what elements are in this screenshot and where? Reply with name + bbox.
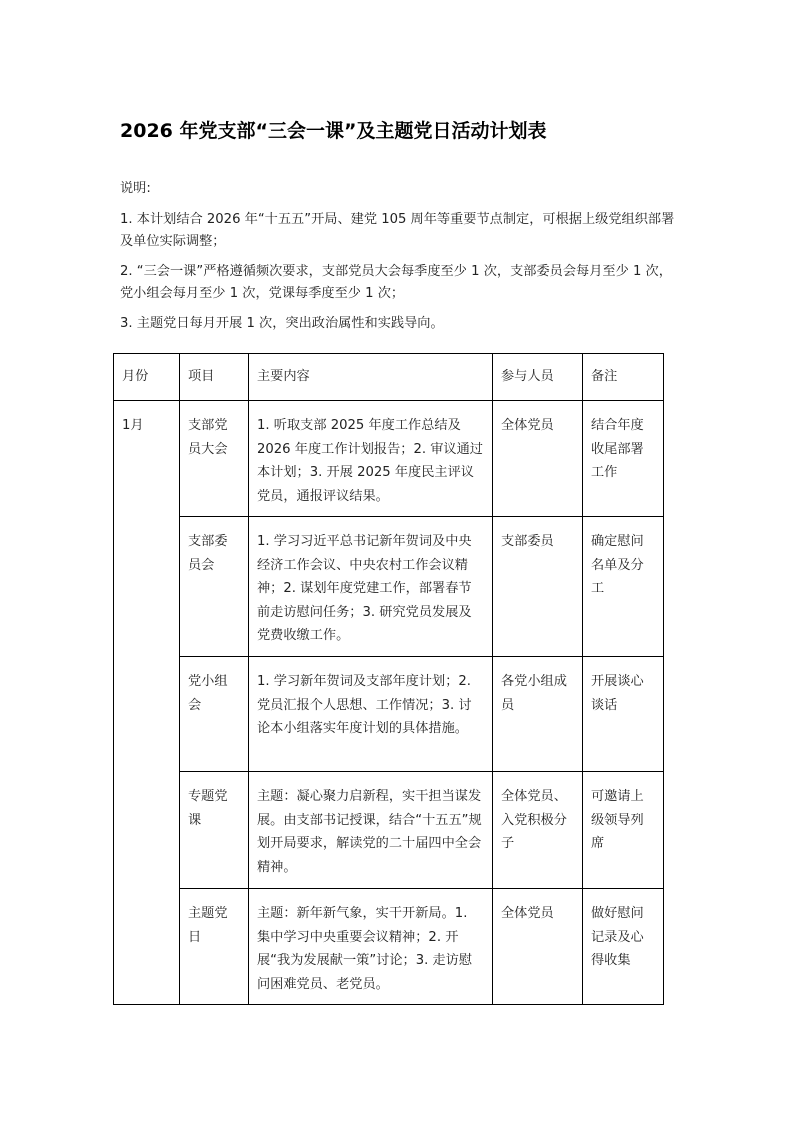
header-month: 月份 — [114, 354, 180, 401]
table-row — [114, 772, 664, 889]
content-cell: 1. 听取支部 2025 年度工作总结及 2026 年度工作计划报告；2. 审议通过本计划；3. 开展 2025 年度民主评议党员，通报评议结果。 — [249, 401, 493, 517]
content-cell: 主题：凝心聚力启新程，实干担当谋发展。由支部书记授课，结合“十五五”规划开局要求，解读党的二十届四中全会精神。 — [249, 772, 493, 889]
people-cell: 支部委员 — [493, 517, 583, 657]
remark-cell: 做好慰问记录及心得收集 — [583, 889, 664, 1005]
content-cell: 主题：新年新气象，实干开新局。1. 集中学习中央重要会议精神；2. 开展“我为发展献一策”讨论；3. 走访慰问困难党员、老党员。 — [249, 889, 493, 1005]
note-item-2: 2. “三会一课”严格遵循频次要求，支部党员大会每季度至少 1 次，支部委员会每月至少 1 次，党小组会每月至少 1 次，党课每季度至少 1 次； — [120, 264, 672, 301]
month-cell: 1月 — [114, 401, 180, 1005]
item-cell: 专题党课 — [180, 772, 249, 889]
table-row — [114, 889, 664, 1005]
header-item: 项目 — [180, 354, 249, 401]
content-cell: 1. 学习新年贺词及支部年度计划；2. 党员汇报个人思想、工作情况；3. 讨论本小组落实年度计划的具体措施。 — [249, 657, 493, 772]
table-row — [114, 517, 664, 657]
item-cell: 支部党员大会 — [180, 401, 249, 517]
people-cell: 全体党员 — [493, 889, 583, 1005]
item-cell: 党小组会 — [180, 657, 249, 772]
notes-section — [120, 178, 678, 343]
notes-label: 说明: — [120, 181, 151, 196]
header-content: 主要内容 — [249, 354, 493, 401]
note-item-3: 3. 主题党日每月开展 1 次，突出政治属性和实践导向。 — [120, 316, 444, 331]
item-cell: 主题党日 — [180, 889, 249, 1005]
document-title: 2026 年党支部“三会一课”及主题党日活动计划表 — [120, 120, 547, 142]
header-people: 参与人员 — [493, 354, 583, 401]
table-row — [114, 657, 664, 772]
remark-cell: 结合年度收尾部署工作 — [583, 401, 664, 517]
people-cell: 全体党员、入党积极分子 — [493, 772, 583, 889]
table-header-row — [114, 354, 664, 401]
remark-cell: 开展谈心谈话 — [583, 657, 664, 772]
item-cell: 支部委员会 — [180, 517, 249, 657]
content-cell: 1. 学习习近平总书记新年贺词及中央经济工作会议、中央农村工作会议精神；2. 谋划年度党建工作，部署春节前走访慰问任务；3. 研究党员发展及党费收缴工作。 — [249, 517, 493, 657]
activity-plan-table — [113, 353, 664, 1005]
people-cell: 全体党员 — [493, 401, 583, 517]
people-cell: 各党小组成员 — [493, 657, 583, 772]
remark-cell: 可邀请上级领导列席 — [583, 772, 664, 889]
remark-cell: 确定慰问名单及分工 — [583, 517, 664, 657]
note-item-1: 1. 本计划结合 2026 年“十五五”开局、建党 105 周年等重要节点制定，可根据上级党组织部署及单位实际调整； — [120, 212, 675, 249]
header-remark: 备注 — [583, 354, 664, 401]
table-row — [114, 401, 664, 517]
